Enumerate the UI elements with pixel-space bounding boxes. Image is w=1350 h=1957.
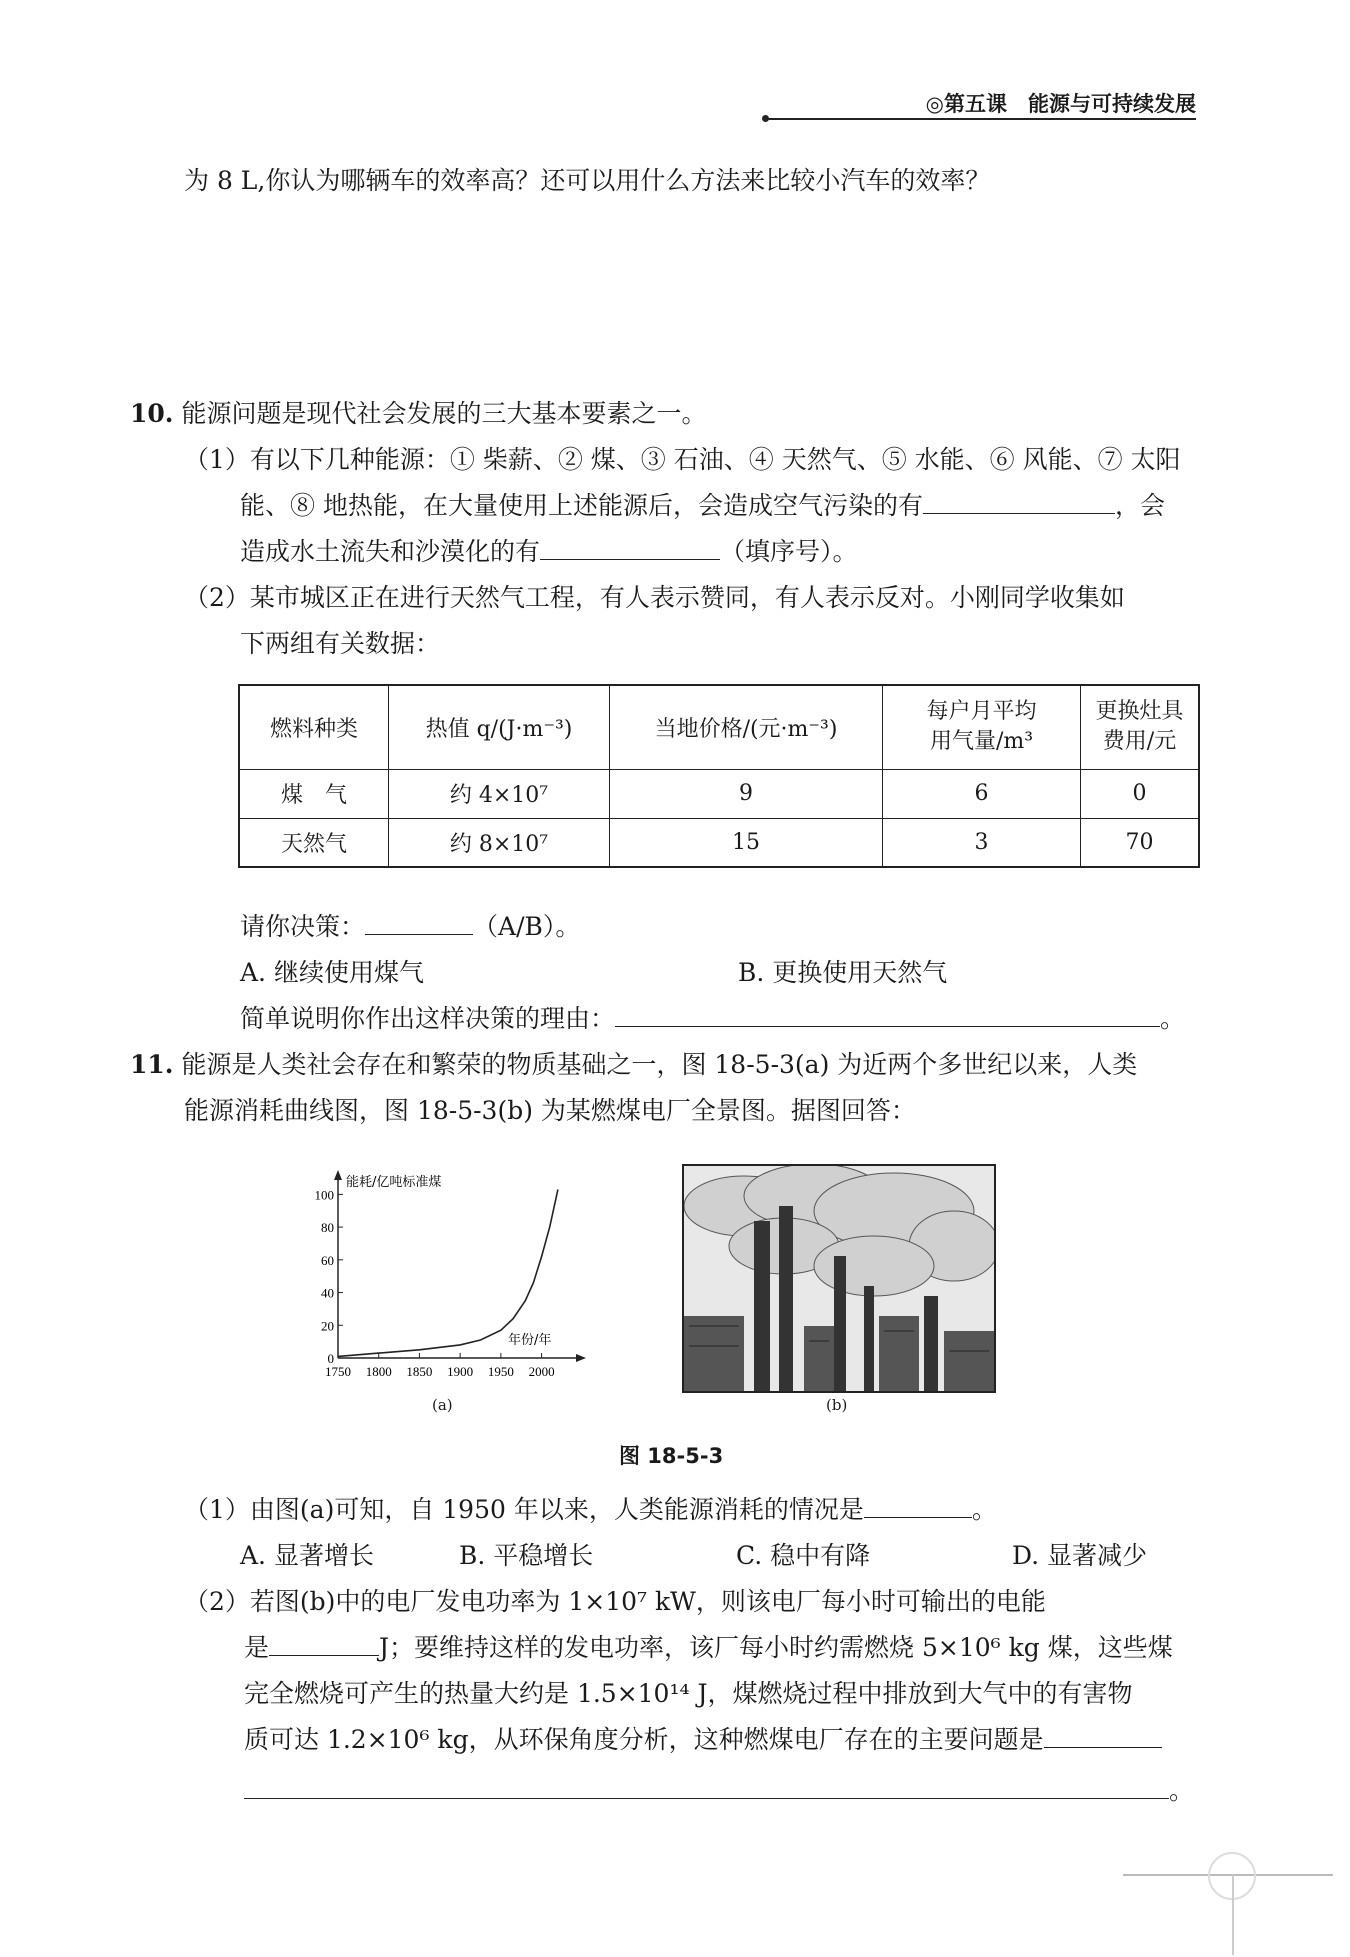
table-row [239, 769, 1199, 818]
x-axis-title: 年份/年 [508, 1333, 552, 1348]
cell-price: 15 [610, 818, 883, 867]
q11-option-b: B. 平稳增长 [459, 1541, 594, 1570]
option-a: A. 继续使用煤气 [240, 958, 424, 987]
cell-cost: 0 [1081, 769, 1200, 818]
table-row [239, 818, 1199, 867]
decision-blank[interactable] [365, 910, 473, 935]
decision-line [240, 910, 580, 944]
fuel-data-table [238, 684, 1200, 868]
col-fuel-type: 燃料种类 [239, 685, 389, 769]
q11-p2-line4 [244, 1723, 1162, 1757]
chart-group [315, 1170, 587, 1379]
energy-trend-blank[interactable] [864, 1493, 972, 1518]
y-tick-label: 60 [321, 1252, 334, 1268]
x-tick-label: 1750 [325, 1364, 351, 1379]
cell-heat: 约 8×10⁷ [389, 818, 610, 867]
q10-p2-text1: 某市城区正在进行天然气工程，有人表示赞同，有人表示反对。小刚同学收集如 [249, 583, 1125, 612]
q10-p1-text1: 有以下几种能源：① 柴薪、② 煤、③ 石油、④ 天然气、⑤ 水能、⑥ 风能、⑦ 太阳 [249, 445, 1181, 474]
table-header-row [239, 685, 1199, 769]
q11-p2-line2 [244, 1631, 1173, 1665]
subfigure-a-label: (a) [432, 1396, 453, 1414]
q10-p1-line1 [184, 443, 1181, 477]
cell-fuel: 天然气 [239, 818, 389, 867]
x-tick-label: 1950 [487, 1364, 514, 1379]
main-problem-blank-continued[interactable] [244, 1774, 1169, 1799]
q11-line1 [130, 1048, 1137, 1082]
figure-caption: 图 18-5-3 [619, 1444, 724, 1468]
q10-p2-line1 [184, 581, 1125, 615]
energy-consumption-chart [300, 1168, 600, 1388]
reason-line [240, 1002, 1185, 1036]
q11-p2-line3: 完全燃烧可产生的热量大约是 1.5×10¹⁴ J，煤燃烧过程中排放到大气中的有害物 [244, 1679, 1133, 1708]
q10-stem-text: 能源问题是现代社会发展的三大基本要素之一。 [181, 399, 707, 428]
cell-cost: 70 [1081, 818, 1200, 867]
cell-fuel: 煤 气 [239, 769, 389, 818]
q11-option-a: A. 显著增长 [240, 1541, 374, 1570]
reason-blank[interactable] [615, 1002, 1160, 1027]
option-b: B. 更换使用天然气 [738, 958, 948, 987]
subfigure-b-label: (b) [826, 1396, 848, 1414]
col-heat-value: 热值 q/(J·m⁻³) [389, 685, 610, 769]
q11-p2-end: 。 [1169, 1776, 1195, 1805]
q11-option-d: D. 显著减少 [1012, 1541, 1148, 1570]
x-tick-label: 1850 [406, 1364, 433, 1379]
decision-choices: （A/B）。 [473, 912, 581, 941]
y-tick-label: 0 [327, 1351, 334, 1366]
q11-p2-text2b: J；要维持这样的发电功率，该厂每小时约需燃烧 5×10⁶ kg 煤，这些煤 [379, 1633, 1173, 1662]
col-local-price: 当地价格/(元·m⁻³) [610, 685, 883, 769]
col-monthly-usage: 每户月平均 用气量/m³ [883, 685, 1081, 769]
q10-p2-line2: 下两组有关数据： [240, 629, 441, 658]
x-tick-label: 1900 [447, 1364, 474, 1379]
q11-p1-line [184, 1493, 997, 1527]
x-axis-arrow [576, 1354, 586, 1362]
q10-p1-text2b: ，会 [1114, 491, 1165, 520]
q11-p2-line1 [184, 1585, 1046, 1619]
soil-erosion-blank[interactable] [540, 535, 720, 560]
reason-end: 。 [1160, 1004, 1186, 1033]
q11-p2-text4: 质可达 1.2×10⁶ kg，从环保角度分析，这种燃煤电厂存在的主要问题是 [244, 1725, 1044, 1754]
q11-p2-label: （2） [184, 1587, 250, 1616]
reason-label: 简单说明你作出这样决策的理由： [240, 1004, 616, 1033]
chapter-header: ◎第五课 能源与可持续发展 [925, 92, 1196, 116]
q10-p1-text3b: （填序号）。 [720, 537, 858, 566]
x-tick-label: 2000 [528, 1364, 555, 1379]
air-pollution-blank[interactable] [923, 489, 1115, 514]
q11-p1-text: 由图(a)可知，自 1950 年以来，人类能源消耗的情况是 [249, 1495, 864, 1524]
continued-question-line: 为 8 L,你认为哪辆车的效率高？还可以用什么方法来比较小汽车的效率？ [184, 166, 991, 195]
q10-p1-text3a: 造成水土流失和沙漠化的有 [240, 537, 541, 566]
q11-option-c: C. 稳中有降 [736, 1541, 871, 1570]
y-axis-title: 能耗/亿吨标准煤 [346, 1175, 442, 1190]
q11-number: 11. [130, 1050, 174, 1079]
y-tick-label: 100 [314, 1187, 334, 1203]
q10-p1-line2 [240, 489, 1165, 523]
q10-p2-label: （2） [184, 583, 250, 612]
x-tick-label: 1800 [365, 1364, 392, 1379]
header-rule [766, 118, 1196, 120]
decision-label: 请你决策： [240, 912, 366, 941]
q10-p1-line3 [240, 535, 858, 569]
electric-energy-blank[interactable] [269, 1631, 379, 1656]
q11-text1: 能源是人类社会存在和繁荣的物质基础之一，图 18-5-3(a) 为近两个多世纪以来，人类 [181, 1050, 1138, 1079]
main-problem-blank[interactable] [1044, 1723, 1162, 1748]
q11-p2-text1: 若图(b)中的电厂发电功率为 1×10⁷ kW，则该电厂每小时可输出的电能 [249, 1587, 1046, 1616]
q10-p1-label: （1） [184, 445, 250, 474]
cell-heat: 约 4×10⁷ [389, 769, 610, 818]
q10-p1-text2a: 能、⑧ 地热能，在大量使用上述能源后，会造成空气污染的有 [240, 491, 923, 520]
q11-p1-label: （1） [184, 1495, 250, 1524]
energy-consumption-line [338, 1190, 558, 1357]
y-tick-label: 80 [321, 1220, 334, 1236]
col-replacement-cost: 更换灶具 费用/元 [1081, 685, 1200, 769]
q10-number: 10. [130, 399, 174, 428]
power-plant-photo [682, 1164, 996, 1393]
q10-stem [130, 397, 706, 431]
y-tick-label: 20 [321, 1318, 334, 1334]
cell-usage: 3 [883, 818, 1081, 867]
footer-tick [1232, 1875, 1234, 1955]
q11-p2-text2a: 是 [244, 1633, 270, 1662]
y-axis-arrow [334, 1170, 342, 1180]
cell-price: 9 [610, 769, 883, 818]
y-tick-label: 40 [321, 1285, 334, 1301]
q11-p2-line5 [244, 1774, 1194, 1808]
cell-usage: 6 [883, 769, 1081, 818]
q11-p1-end: 。 [971, 1495, 997, 1524]
power-plant-drawing [684, 1166, 994, 1391]
q11-line2: 能源消耗曲线图，图 18-5-3(b) 为某燃煤电厂全景图。据图回答： [184, 1096, 916, 1125]
